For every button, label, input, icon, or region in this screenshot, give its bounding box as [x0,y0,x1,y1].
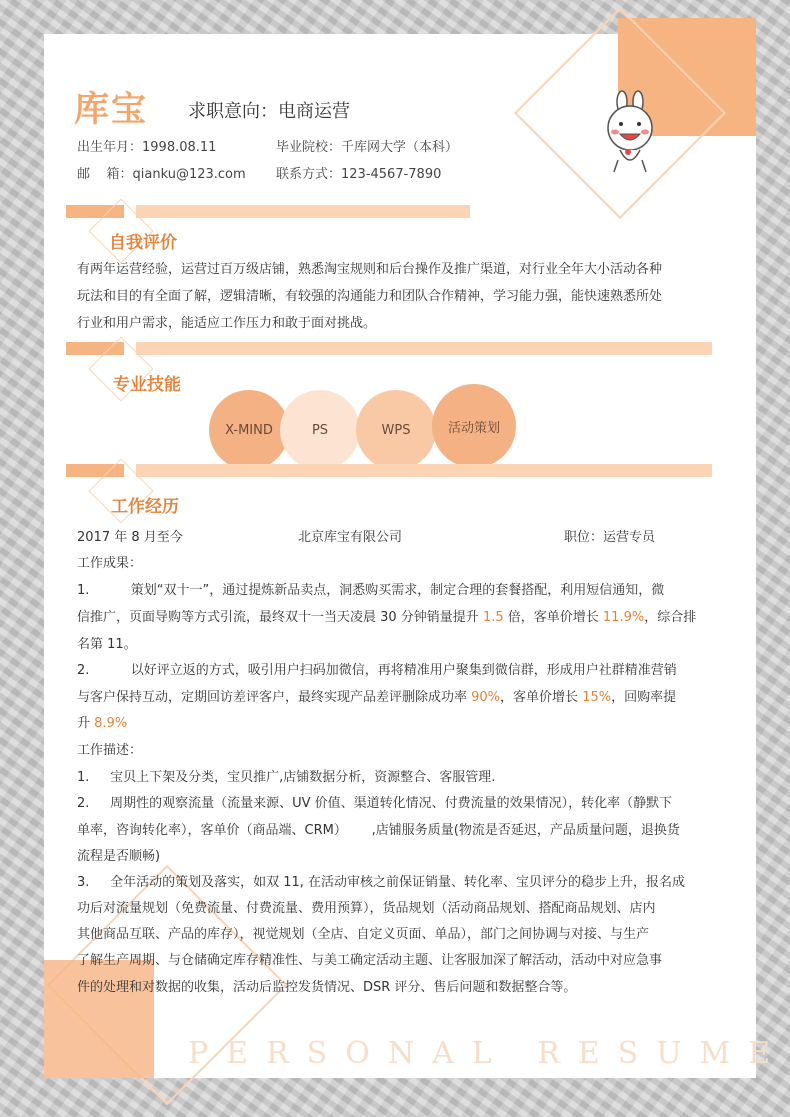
skill-ps: PS [280,390,360,470]
desc-line: 了解生产周期、与仓储确定库存精准性、与美工确定活动主题、让客服加深了解活动，活动中对应急事 [77,953,663,968]
desc-label: 工作描述： [77,743,143,758]
section-title-work: 工作经历 [111,497,179,517]
skill-activity-planning: 活动策划 [432,384,516,468]
desc-line: 其他商品互联、产品的库存），视觉规划（全店、自定义页面、单品），部门之间协调与对接、与生产 [77,927,650,942]
section-bar [136,205,470,218]
section-title-self-eval: 自我评价 [109,233,177,253]
achievements-label: 工作成果： [77,556,143,571]
section-title-skills: 专业技能 [113,375,181,395]
desc-line: 3. 全年活动的策划及落实，如双 11, 在活动审核之前保证销量、转化率、宝贝评分的稳步上升，报名成 [77,875,686,890]
work-company: 北京库宝有限公司 [298,530,403,545]
work-position: 职位：运营专员 [564,530,656,545]
desc-line: 件的处理和对数据的收集，活动后监控发货情况、DSR 评分、售后问题和数据整合等。 [77,980,577,995]
highlight-value: 15% [582,690,612,705]
self-eval-line: 行业和用户需求，能适应工作压力和敢于面对挑战。 [77,316,377,331]
achievement-line: 与客户保持互动，定期回访差评客户，最终实现产品差评删除成功率 90%，客单价增长 15%，回购率提 [77,690,677,705]
avatar [596,90,666,180]
birth-date: 出生年月：1998.08.11 [77,140,217,155]
section-bar [136,464,712,477]
self-eval-line: 玩法和目的有全面了解，逻辑清晰，有较强的沟通能力和团队合作精神，学习能力强，能快速熟悉所处 [77,289,663,304]
resume-name: 库宝 [74,90,149,130]
achievement-line: 升 8.9% [77,716,128,731]
achievement-line: 1. 策划“双十一”，通过提炼新品卖点，洞悉购买需求，制定合理的套餐搭配，利用短信通知，微 [77,583,665,598]
skill-wps: WPS [356,390,436,470]
skill-xmind: X-MIND [209,390,289,470]
achievement-line: 2. 以好评立返的方式，吸引用户扫码加微信，再将精准用户聚集到微信群，形成用户社群精准营销 [77,663,677,678]
watermark: PERSONAL RESUME [188,1036,789,1071]
desc-line: 1. 宝贝上下架及分类，宝贝推广,店铺数据分析，资源整合、客服管理. [77,770,496,785]
phone: 联系方式：123-4567-7890 [276,167,442,182]
desc-line: 2. 周期性的观察流量（流量来源、UV 价值、渠道转化情况、付费流量的效果情况），转化率（静默下 [77,796,673,811]
self-eval-line: 有两年运营经验，运营过百万级店铺，熟悉淘宝规则和后台操作及推广渠道，对行业全年大小活动各种 [77,262,663,277]
achievement-line: 名第 11。 [77,637,137,652]
email: 邮 箱：qianku@123.com [77,167,246,182]
desc-line: 功后对流量规划（免费流量、付费流量、费用预算），货品规划（活动商品规划、搭配商品规划、店内 [77,901,656,916]
highlight-value: 8.9% [94,716,128,731]
desc-line: 单率，咨询转化率），客单价（商品端、CRM） ,店铺服务质量(物流是否延迟，产品质量问题，退换货 [77,823,680,838]
school: 毕业院校：千库网大学（本科） [276,140,459,155]
desc-line: 流程是否顺畅) [77,849,161,864]
section-bar [136,342,712,355]
highlight-value: 90% [471,690,501,705]
highlight-value: 1.5 [482,610,504,625]
job-intent: 求职意向：电商运营 [188,101,350,122]
achievement-line: 信推广，页面导购等方式引流，最终双十一当天凌晨 30 分钟销量提升 1.5 倍，客单价增长 11.9%，综合排 [77,610,697,625]
highlight-value: 11.9% [602,610,645,625]
work-date: 2017 年 8 月至今 [77,530,183,545]
